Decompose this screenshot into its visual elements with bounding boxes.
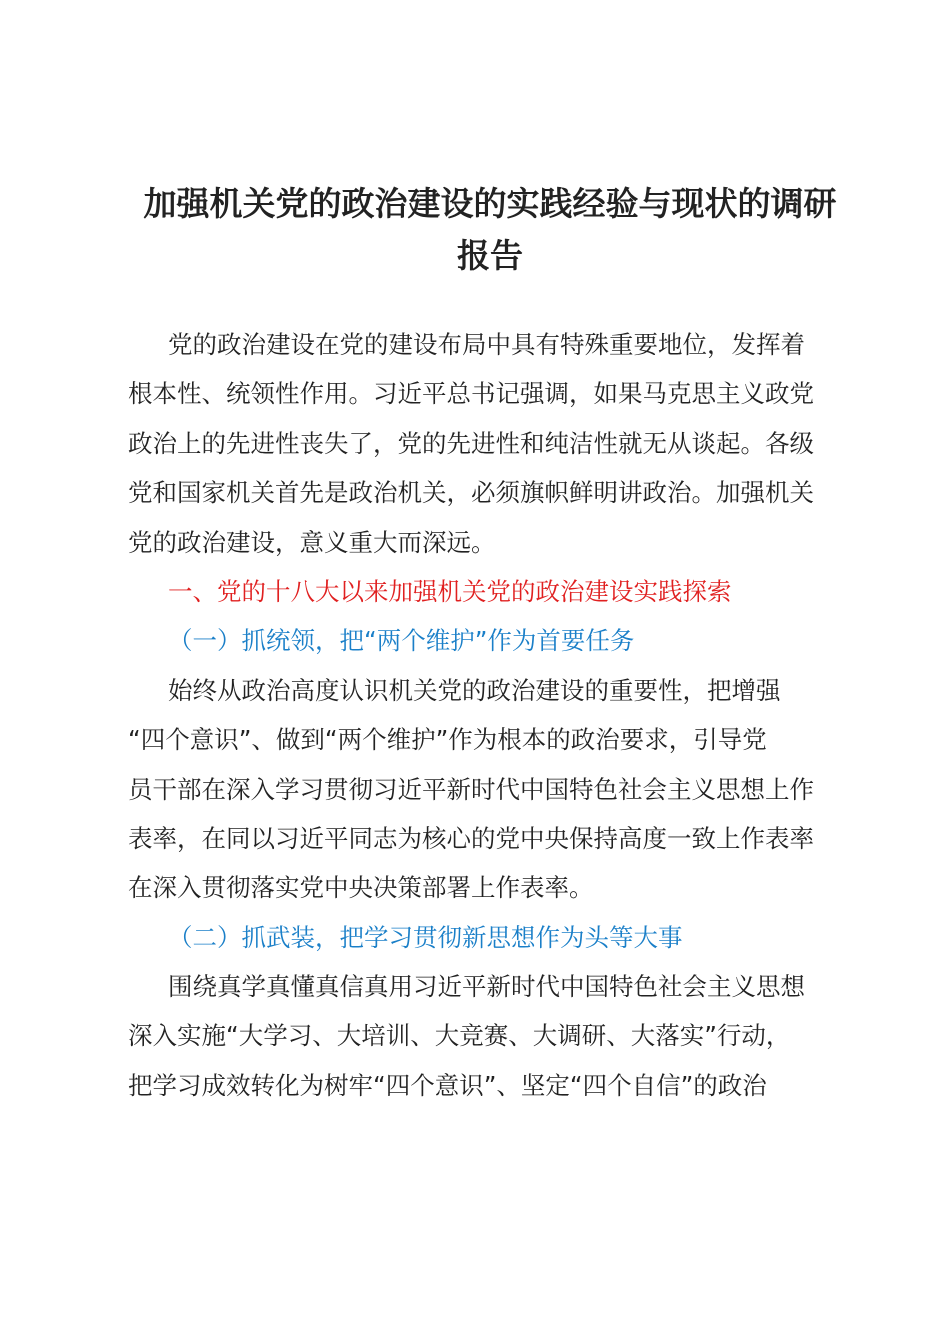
paragraph-line: 根本性、统领性作用。习近平总书记强调，如果马克思主义政党	[128, 379, 814, 409]
subsection-heading-2: （二）抓武装，把学习贯彻新思想作为头等大事	[168, 922, 683, 952]
document-body	[128, 320, 848, 1110]
paragraph-line: 员干部在深入学习贯彻习近平新时代中国特色社会主义思想上作	[128, 774, 814, 804]
paragraph-line: 党的政治建设在党的建设布局中具有特殊重要地位，发挥着	[168, 330, 805, 359]
paragraph-line: 在深入贯彻落实党中央决策部署上作表率。	[128, 873, 594, 903]
document-title	[100, 178, 880, 282]
subsection-heading-1: （一）抓统领，把“两个维护”作为首要任务	[168, 626, 635, 656]
paragraph-line: 把学习成效转化为树牢“四个意识”、坚定“四个自信”的政治	[128, 1070, 767, 1100]
paragraph-line: 党和国家机关首先是政治机关，必须旗帜鲜明讲政治。加强机关	[128, 478, 814, 508]
paragraph-line: 党的政治建设，意义重大而深远。	[128, 527, 496, 557]
paragraph-line: 政治上的先进性丧失了，党的先进性和纯洁性就无从谈起。各级	[128, 428, 814, 458]
paragraph-line: “四个意识”、做到“两个维护”作为根本的政治要求，引导党	[128, 725, 767, 755]
document-title-line-2: 报告	[457, 236, 523, 275]
paragraph-line: 表率，在同以习近平同志为核心的党中央保持高度一致上作表率	[128, 823, 814, 853]
document-title-line-1: 加强机关党的政治建设的实践经验与现状的调研	[143, 184, 837, 223]
section-heading-1: 一、党的十八大以来加强机关党的政治建设实践探索	[168, 576, 732, 606]
paragraph-line: 围绕真学真懂真信真用习近平新时代中国特色社会主义思想	[168, 972, 805, 1002]
paragraph-line: 深入实施“大学习、大培训、大竞赛、大调研、大落实”行动，	[128, 1021, 791, 1051]
paragraph-subsection-2	[128, 962, 848, 1110]
paragraph-subsection-1	[128, 666, 848, 913]
paragraph-intro	[128, 320, 848, 567]
paragraph-line: 始终从政治高度认识机关党的政治建设的重要性，把增强	[168, 675, 781, 705]
